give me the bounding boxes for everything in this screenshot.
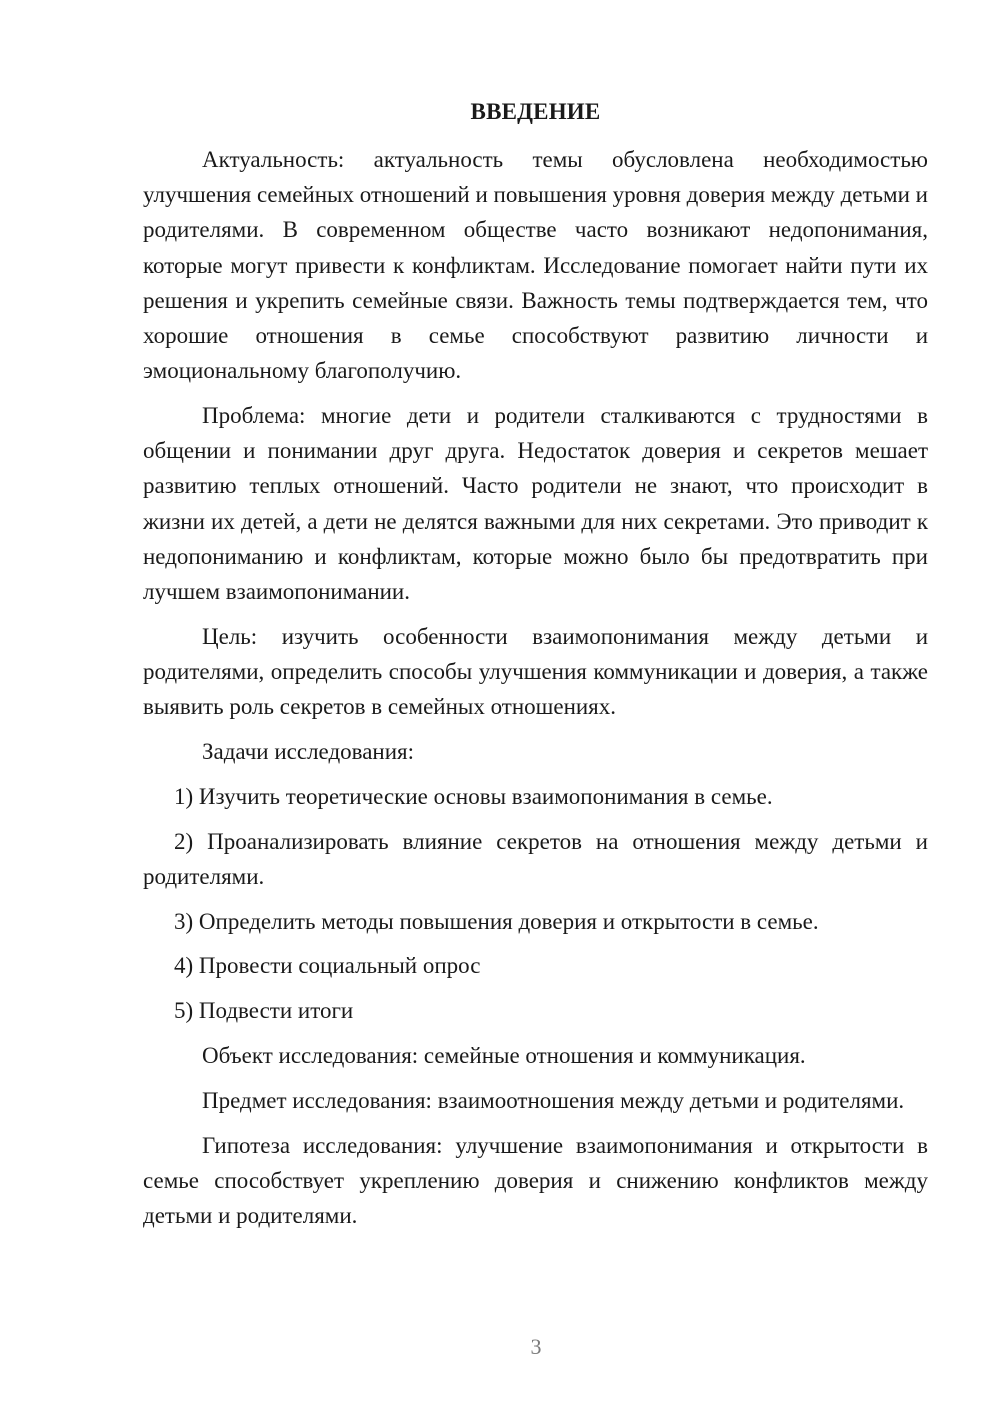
page-number: 3 [530,1334,542,1359]
paragraph-subject: Предмет исследования: взаимоотношения между детьми и родителями. [202,1087,905,1113]
page-title: ВВЕДЕНИЕ [470,99,601,124]
paragraph-object: Объект исследования: семейные отношения и коммуникация. [202,1043,806,1069]
task-item-2: 2) Проанализировать влияние секретов на отношения между детьми и родителями. [143,828,928,889]
task-item-4: 4) Провести социальный опрос [174,953,481,979]
paragraph-hypothesis: Гипотеза исследования: улучшение взаимопонимания и открытости в семье способствует укреплению доверия и снижению конфликтов между детьми и родителями. [143,1132,928,1229]
task-item-5: 5) Подвести итоги [174,998,354,1024]
paragraph-relevance: Актуальность: актуальность темы обусловлена необходимостью улучшения семейных отношений и повышения уровня доверия между детьми и родителями. В современном обществе часто возникают недопонимания, которые могут привести к конфликтам. Исследование помогает найти пути их решения и укрепить семейные связи. Важность темы подтверждается тем, что хорошие отношения в семье способствуют развитию личности и эмоциональному благополучию. [143,147,928,384]
task-item-1: 1) Изучить теоретические основы взаимопонимания в семье. [174,783,773,809]
paragraph-problem: Проблема: многие дети и родители сталкиваются с трудностями в общении и понимании друг друга. Недостаток доверия и секретов мешает развитию теплых отношений. Часто родители не знают, что происходит в жизни их детей, а дети не делятся важными для них секретами. Это приводит к недопониманию и конфликтам, которые можно было бы предотвратить при лучшем взаимопонимании. [143,403,928,605]
task-item-3: 3) Определить методы повышения доверия и открытости в семье. [174,908,819,934]
paragraph-goal: Цель: изучить особенности взаимопонимания между детьми и родителями, определить способы улучшения коммуникации и доверия, а также выявить роль секретов в семейных отношениях. [143,623,928,720]
tasks-heading: Задачи исследования: [202,739,415,765]
document-body [143,142,928,1243]
